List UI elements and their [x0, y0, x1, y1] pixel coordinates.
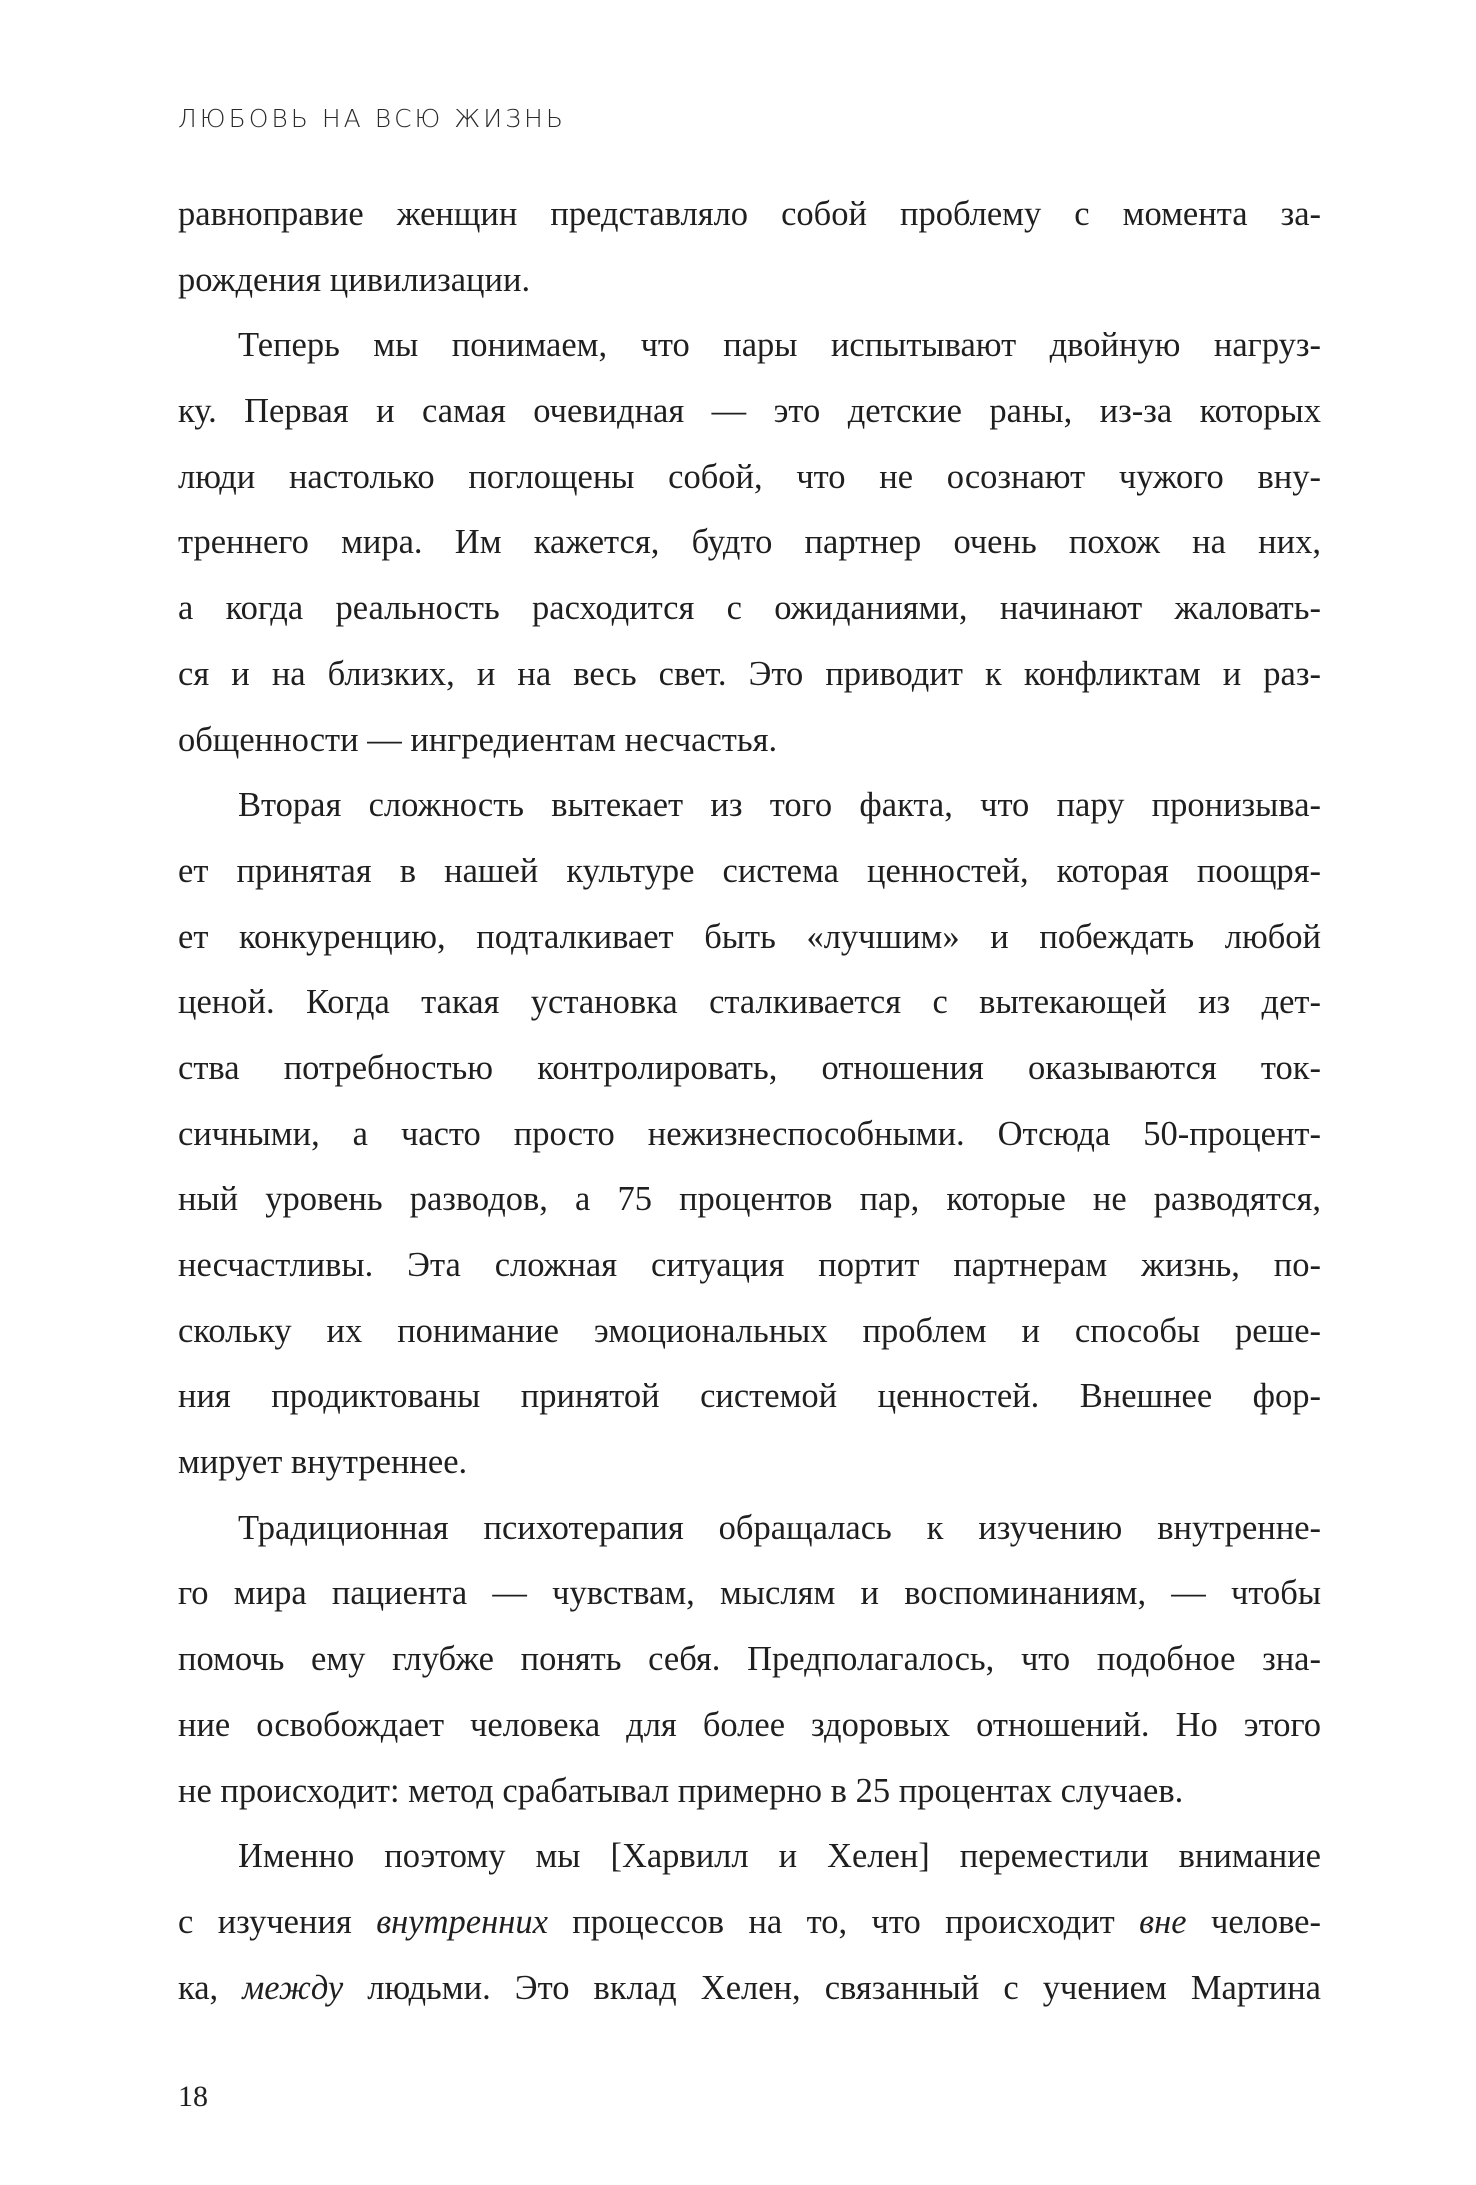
text-line: ся и на близких, и на весь свет. Это приводит к конфликтам и раз- [178, 654, 1321, 693]
text-line: Именно поэтому мы [Харвилл и Хелен] переместили внимание [238, 1837, 1321, 1876]
text-segment: процессов на то, что происходит [547, 1902, 1140, 1941]
text-line: не происходит: метод срабатывал примерно в 25 процентах случаев. [178, 1771, 1184, 1810]
text-line: ства потребностью контролировать, отношения оказываются ток- [178, 1048, 1321, 1087]
text-segment: с изучения [178, 1902, 377, 1941]
page-number: 18 [178, 2080, 208, 2113]
text-segment: людьми. Это вклад Хелен, связанный с учением Мартина [343, 1968, 1321, 2007]
emphasis-text: внутренних [376, 1902, 548, 1941]
paragraph [178, 781, 1321, 1504]
text-line: мирует внутреннее. [178, 1443, 468, 1482]
text-line: несчастливы. Эта сложная ситуация портит партнерам жизнь, по- [178, 1246, 1321, 1284]
text-line: ный уровень разводов, а 75 процентов пар, которые не разводятся, [178, 1180, 1321, 1219]
emphasis-text: вне [1139, 1902, 1187, 1941]
emphasis-text: между [242, 1968, 344, 2007]
text-line: ния продиктованы принятой системой ценностей. Внешнее фор- [178, 1377, 1321, 1416]
paragraph [178, 190, 1321, 321]
paragraph [178, 321, 1321, 781]
text-line: ет принятая в нашей культуре система ценностей, которая поощря- [178, 851, 1321, 890]
text-line: го мира пациента — чувствам, мыслям и воспоминаниям, — чтобы [178, 1574, 1321, 1613]
text-line: помочь ему глубже понять себя. Предполагалось, что подобное зна- [178, 1640, 1321, 1679]
text-line: треннего мира. Им кажется, будто партнер очень похож на них, [178, 523, 1321, 562]
text-line: Вторая сложность вытекает из того факта, что пару пронизыва- [238, 786, 1321, 825]
text-line: Традиционная психотерапия обращалась к изучению внутренне- [238, 1508, 1321, 1547]
text-segment: челове- [1186, 1902, 1321, 1941]
text-line: скольку их понимание эмоциональных проблем и способы реше- [178, 1311, 1321, 1350]
paragraph [178, 1832, 1321, 2029]
text-line: рождения цивилизации. [178, 260, 531, 299]
text-line: ценой. Когда такая установка сталкивается с вытекающей из дет- [178, 983, 1321, 1022]
text-segment: ка, [178, 1968, 243, 2007]
body-text [178, 190, 1321, 2029]
text-line: ет конкуренцию, подталкивает быть «лучшим» и побеждать любой [178, 917, 1321, 956]
text-line [178, 1964, 1321, 2030]
text-line: Теперь мы понимаем, что пары испытывают двойную нагруз- [238, 326, 1321, 365]
text-line: а когда реальность расходится с ожиданиями, начинают жаловать- [178, 589, 1321, 628]
running-head: ЛЮБОВЬ НА ВСЮ ЖИЗНЬ [178, 104, 566, 133]
text-line: общенности — ингредиентам несчастья. [178, 720, 778, 759]
paragraph [178, 1504, 1321, 1832]
text-line: ние освобождает человека для более здоровых отношений. Но этого [178, 1705, 1321, 1744]
text-line: люди настолько поглощены собой, что не осознают чужого вну- [178, 457, 1321, 496]
text-line: равноправие женщин представляло собой проблему с момента за- [178, 195, 1321, 233]
text-line: сичными, а часто просто нежизнеспособными. Отсюда 50-процент- [178, 1114, 1321, 1153]
text-line [178, 1898, 1321, 1964]
text-line: ку. Первая и самая очевидная — это детские раны, из-за которых [178, 392, 1321, 431]
